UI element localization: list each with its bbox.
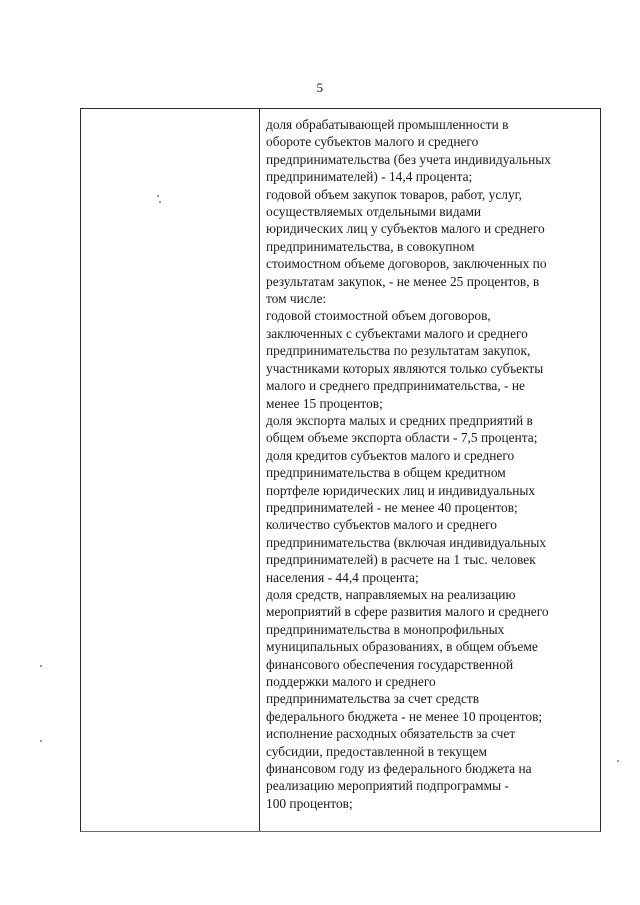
text-line: общем объеме экспорта области - 7,5 процента; xyxy=(266,430,538,446)
document-table xyxy=(80,108,601,832)
text-line: стоимостном объеме договоров, заключенных по xyxy=(266,256,547,272)
text-line: доля средств, направляемых на реализацию xyxy=(266,586,516,602)
scan-speck xyxy=(40,740,42,742)
text-line: муниципальных образованиях, в общем объеме xyxy=(266,639,538,655)
text-line: малого и среднего предпринимательства, - не xyxy=(266,378,525,394)
scan-speck xyxy=(617,760,619,762)
page-number: 5 xyxy=(316,80,324,95)
text-line: участниками которых являются только субъекты xyxy=(266,360,544,376)
scan-speck xyxy=(157,195,159,197)
text-line: финансового обеспечения государственной xyxy=(266,656,514,672)
text-line: предпринимательства по результатам закупок, xyxy=(266,343,531,359)
scan-speck xyxy=(40,665,42,667)
text-line: поддержки малого и среднего xyxy=(266,674,436,689)
text-line: финансовом году из федерального бюджета на xyxy=(266,761,532,777)
text-line: субсидии, предоставленной в текущем xyxy=(266,743,487,759)
text-line: 100 процентов; xyxy=(266,795,353,811)
text-line: доля обрабатывающей промышленности в xyxy=(266,117,509,132)
table-right-cell xyxy=(260,109,600,831)
text-line: юридических лиц у субъектов малого и среднего xyxy=(266,221,545,237)
text-line: осуществляемых отдельными видами xyxy=(266,204,482,220)
text-line: предпринимателей) - 14,4 процента; xyxy=(266,169,473,185)
text-line: том числе: xyxy=(266,291,327,307)
text-line: годовой объем закупок товаров, работ, услуг, xyxy=(266,186,522,202)
text-line: реализацию мероприятий подпрограммы - xyxy=(266,778,509,794)
text-line: доля экспорта малых и средних предприятий в xyxy=(266,412,533,428)
text-line: населения - 44,4 процента; xyxy=(266,569,419,585)
text-line: обороте субъектов малого и среднего xyxy=(266,134,479,150)
text-line: предпринимательства в монопрофильных xyxy=(266,621,505,637)
text-line: предпринимателей - не менее 40 процентов; xyxy=(266,499,518,515)
text-line: заключенных с субъектами малого и среднего xyxy=(266,325,528,341)
table-left-cell xyxy=(81,109,260,831)
text-line: предпринимательства за счет средств xyxy=(266,691,480,707)
text-line: количество субъектов малого и среднего xyxy=(266,517,497,533)
scan-speck xyxy=(159,201,161,203)
text-line: предпринимателей) в расчете на 1 тыс. человек xyxy=(266,552,536,568)
text-line: предпринимательства (включая индивидуальных xyxy=(266,534,547,550)
text-line: предпринимательства, в совокупном xyxy=(266,238,475,254)
text-line: исполнение расходных обязательств за счет xyxy=(266,726,516,742)
text-line: менее 15 процентов; xyxy=(266,395,383,411)
text-line: предпринимательства (без учета индивидуальных xyxy=(266,151,551,167)
text-line: портфеле юридических лиц и индивидуальных xyxy=(266,482,536,498)
text-line: предпринимательства в общем кредитном xyxy=(266,465,506,481)
text-line: годовой стоимостной объем договоров, xyxy=(266,308,491,324)
text-line: доля кредитов субъектов малого и среднего xyxy=(266,447,515,463)
text-line: мероприятий в сфере развития малого и среднего xyxy=(266,604,549,620)
text-line: результатам закупок, - не менее 25 процентов, в xyxy=(266,273,540,289)
text-line: федерального бюджета - не менее 10 процентов; xyxy=(266,708,543,724)
